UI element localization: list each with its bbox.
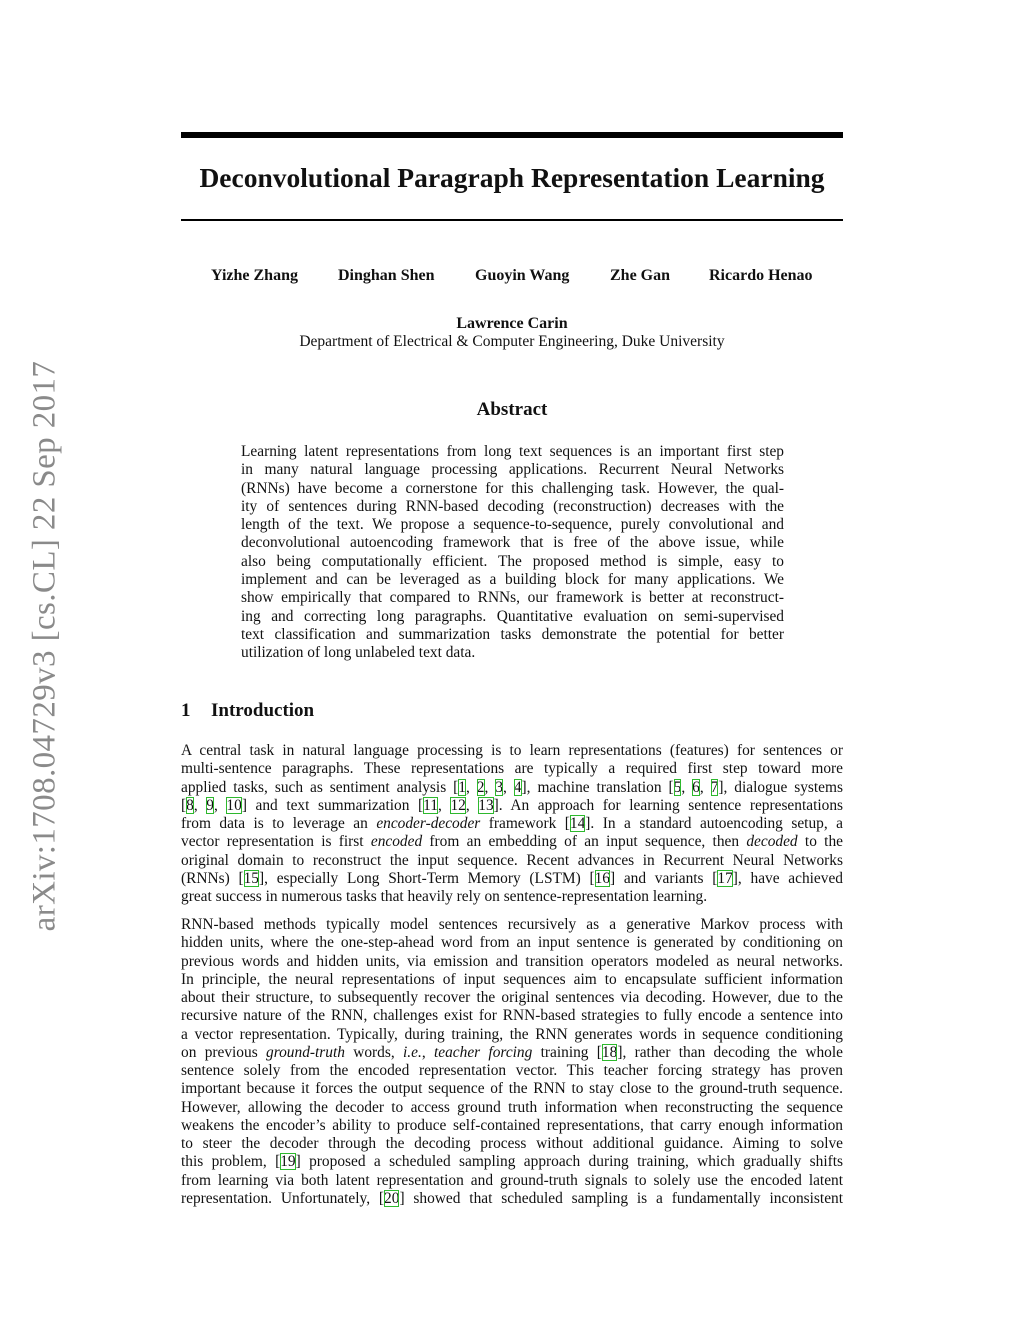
text-line: weakens the encoder’s ability to produce self-contained representations, that carry enough information: [181, 1116, 843, 1134]
text-line: on previous ground-truth words, i.e., teacher forcing training [18], rather than decoding the whole: [181, 1043, 843, 1061]
citation-link[interactable]: 7: [710, 778, 719, 796]
text-line: a vector representation. Typically, during training, the RNN generates words in sequence conditioning: [181, 1025, 843, 1043]
citation-link[interactable]: 6: [692, 778, 700, 796]
text-line: this problem, [19] proposed a scheduled sampling approach during training, which gradually shifts: [181, 1153, 843, 1171]
abstract-heading: Abstract: [476, 399, 548, 420]
text-line: about their structure, to subsequently recover the original sentences via decoding. However, due to the: [181, 989, 843, 1006]
abstract-line: deconvolutional autoencoding framework that is free of the above issue, while: [241, 534, 784, 552]
text-line: from learning via both latent representation and ground-truth signals to solely use the encoded latent: [181, 1171, 843, 1189]
text-line: previous words and hidden units, via emission and transition operators modeled as neural networks.: [181, 952, 843, 970]
abstract-line: utilization of long unlabeled text data.: [241, 644, 476, 662]
abstract-line: text classification and summarization tasks demonstrate the potential for better: [241, 625, 784, 643]
citation-link[interactable]: 20: [384, 1189, 400, 1207]
citation-link[interactable]: 11: [423, 796, 438, 814]
text-line: sentence solely from the encoded representation vector. This teacher forcing strategy has proven: [181, 1062, 843, 1079]
text-line: to steer the decoder through the decoding process without additional guidance. Aiming to solve: [181, 1135, 843, 1152]
arxiv-identifier-stamp: arXiv:1708.04729v3 [cs.CL] 22 Sep 2017: [26, 360, 63, 932]
text-line: (RNNs) [15], especially Long Short-Term Memory (LSTM) [16] and variants [17], have achieved: [181, 869, 843, 887]
citation-link[interactable]: 16: [594, 869, 610, 887]
citation-link[interactable]: 14: [569, 815, 586, 832]
intro-paragraph-2: [181, 916, 843, 1208]
citation-link[interactable]: 15: [243, 869, 259, 887]
author-name: Dinghan Shen: [338, 267, 435, 284]
text-line: In principle, the neural representations of input sequences aim to encapsulate sufficient information: [181, 970, 843, 988]
abstract-line: show empirically that compared to RNNs, our framework is better at reconstruct-: [241, 589, 784, 607]
citation-link[interactable]: 3: [495, 778, 504, 796]
author-name: Ricardo Henao: [709, 267, 813, 284]
text-line: hidden units, where the one-step-ahead word from an input sentence is generated by conditioning on: [181, 934, 843, 952]
citation-link[interactable]: 5: [673, 778, 682, 796]
text-line: great success in numerous tasks that heavily rely on sentence-representation learning.: [181, 888, 708, 905]
abstract-line: (RNNs) have become a cornerstone for this challenging task. However, the qual-: [241, 479, 784, 497]
citation-link[interactable]: 4: [513, 778, 522, 796]
text-line: vector representation is first encoded from an embedding of an input sequence, then decoded to the: [181, 833, 843, 851]
citation-link[interactable]: 17: [717, 869, 733, 887]
text-line: applied tasks, such as sentiment analysis [1, 2, 3, 4], machine translation [5, 6, 7], dialogue systems: [181, 778, 843, 796]
author-name: Lawrence Carin: [456, 315, 568, 332]
text-line: representation. Unfortunately, [20] showed that scheduled sampling is a fundamentally inconsistent: [181, 1189, 843, 1207]
citation-link[interactable]: 18: [601, 1043, 618, 1061]
citation-link[interactable]: 19: [280, 1153, 296, 1171]
citation-link[interactable]: 13: [478, 796, 494, 814]
citation-link[interactable]: 1: [458, 778, 466, 796]
text-line: important because it forces the output sequence of the RNN to stay close to the ground-truth sequence.: [181, 1080, 843, 1098]
citation-link[interactable]: 10: [226, 796, 242, 814]
section-title: Introduction: [211, 700, 315, 721]
citation-link[interactable]: 2: [476, 778, 485, 796]
affiliation: Department of Electrical & Computer Engineering, Duke University: [299, 333, 725, 350]
abstract-body: [241, 443, 784, 663]
text-line: However, allowing the decoder to access ground truth information when reconstructing the sequence: [181, 1098, 843, 1116]
text-line: original domain to reconstruct the input sequence. Recent advances in Recurrent Neural Networks: [181, 851, 843, 869]
abstract-line: Learning latent representations from long text sequences is an important first step: [241, 443, 784, 460]
abstract-line: ing and correcting long paragraphs. Quantitative evaluation on semi-supervised: [241, 607, 784, 625]
title-bottom-rule: [181, 219, 843, 221]
author-name: Yizhe Zhang: [211, 267, 298, 284]
abstract-line: length of the text. We propose a sequence-to-sequence, purely convolutional and: [241, 516, 784, 534]
text-line: multi-sentence paragraphs. These representations are typically a required first step toward more: [181, 760, 843, 778]
abstract-line: implement and can be leveraged as a building block for many applications. We: [241, 571, 784, 589]
text-line: recursive nature of the RNN, challenges exist for RNN-based strategies to fully encode a sentence into: [181, 1007, 843, 1025]
abstract-line: in many natural language processing applications. Recurrent Neural Networks: [241, 461, 784, 479]
citation-link[interactable]: 12: [450, 796, 466, 814]
abstract-line: ity of sentences during RNN-based decoding (reconstruction) decreases with the: [241, 497, 784, 515]
title-top-rule: [181, 132, 843, 138]
intro-paragraph-1: [181, 742, 843, 906]
text-line: from data is to leverage an encoder-decoder framework [14]. In a standard autoencoding setup, a: [181, 815, 843, 832]
author-name: Guoyin Wang: [475, 267, 570, 284]
paper-title: Deconvolutional Paragraph Representation Learning: [199, 162, 825, 193]
section-heading: [181, 700, 314, 722]
text-line: RNN-based methods typically model sentences recursively as a generative Markov process with: [181, 916, 843, 933]
author-name: Zhe Gan: [610, 267, 671, 284]
text-line: A central task in natural language processing is to learn representations (features) for sentences or: [181, 742, 843, 759]
section-number: 1: [181, 700, 191, 721]
citation-link[interactable]: 8: [186, 796, 194, 814]
citation-link[interactable]: 9: [206, 796, 214, 814]
text-line: [8, 9, 10] and text summarization [11, 12, 13]. An approach for learning sentence representations: [181, 796, 844, 814]
abstract-line: also being computationally efficient. The proposed method is simple, easy to: [241, 552, 784, 570]
author-list: [181, 267, 843, 287]
